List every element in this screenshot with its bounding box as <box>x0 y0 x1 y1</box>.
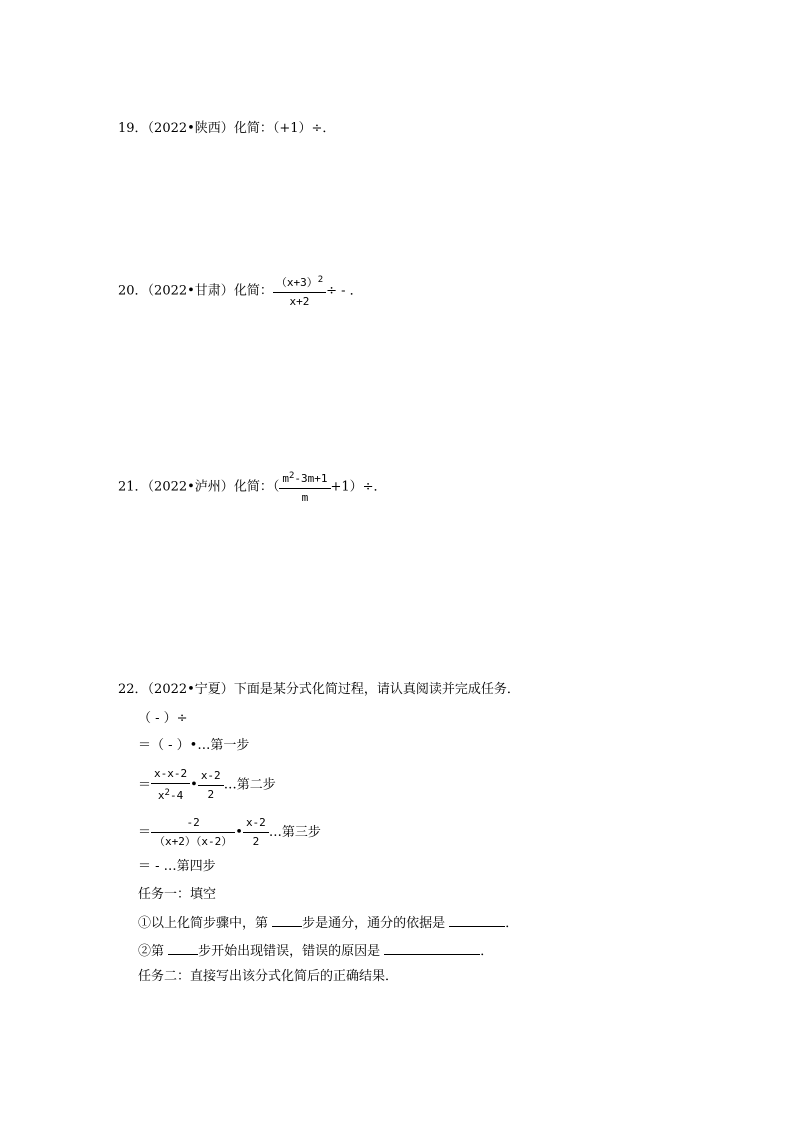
task-1-title: 任务一：填空 <box>138 887 217 902</box>
question-number: 19． <box>118 121 148 136</box>
step-2 <box>138 766 276 804</box>
question-22 <box>118 682 520 698</box>
fraction-numerator: $(x+3)^2$ <box>273 272 326 293</box>
fraction <box>279 468 330 506</box>
question-source: （2022•宁夏） <box>147 682 234 697</box>
step-label: …第三步 <box>268 825 321 840</box>
question-number: 20． <box>118 283 148 299</box>
fraction <box>151 766 190 804</box>
fraction-numerator: $m^2-3m+1$ <box>279 468 330 489</box>
question-prefix: 化简：（ <box>233 479 280 495</box>
step-label: …第二步 <box>223 777 276 793</box>
step-4: ＝ - …第四步 <box>138 859 216 874</box>
multiply-dot: • <box>235 825 243 840</box>
question-source: （2022•陕西） <box>147 121 234 136</box>
answer-blank[interactable] <box>384 942 480 955</box>
question-prefix: 化简： <box>233 283 273 299</box>
question-source: （2022•甘肃） <box>147 283 234 299</box>
task-2: 任务二：直接写出该分式化简后的正确结果． <box>138 969 399 984</box>
question-number: 21． <box>118 479 148 495</box>
fraction-numerator: x-x-2 <box>151 766 190 784</box>
task-1-item-2: ②第 步开始出现错误，错误的原因是 ． <box>138 944 494 959</box>
fraction-denominator: 2 <box>252 835 260 848</box>
fraction-denominator: 2 <box>207 787 215 801</box>
step-1: ＝（ - ）•…第一步 <box>138 738 250 753</box>
step-3 <box>138 815 321 850</box>
equals-sign: ＝ <box>138 777 152 793</box>
answer-blank[interactable] <box>168 942 198 955</box>
fraction-numerator: x-2 <box>198 768 224 786</box>
answer-blank[interactable] <box>272 914 302 927</box>
question-source: （2022•泸州） <box>147 479 234 495</box>
question-21 <box>118 468 387 506</box>
question-19 <box>118 121 335 137</box>
fraction <box>273 272 326 310</box>
question-text: 化简：（+1）÷． <box>233 121 336 136</box>
question-suffix: +1）÷． <box>330 479 387 495</box>
question-20 <box>118 272 363 310</box>
question-text: 下面是某分式化简过程，请认真阅读并完成任务． <box>233 682 520 697</box>
fraction <box>243 815 269 850</box>
question-number: 22． <box>118 682 148 697</box>
fraction-numerator: x-2 <box>243 815 269 833</box>
fraction-numerator: -2 <box>151 815 235 833</box>
step-0: （ - ）÷ <box>138 711 188 726</box>
fraction <box>151 815 235 850</box>
answer-blank[interactable] <box>449 914 505 927</box>
fraction-denominator: m <box>301 491 309 504</box>
equals-sign: ＝ <box>138 825 152 840</box>
fraction-denominator: $x^2-4$ <box>157 788 184 802</box>
multiply-dot: • <box>190 777 198 793</box>
fraction-denominator: （x+2）（x-2） <box>154 835 233 848</box>
task-1-item-1: ①以上化简步骤中，第 步是通分，通分的依据是 ． <box>138 916 519 931</box>
question-suffix: ÷ - ． <box>326 283 363 299</box>
fraction-denominator: x+2 <box>289 295 310 308</box>
fraction <box>198 768 224 803</box>
